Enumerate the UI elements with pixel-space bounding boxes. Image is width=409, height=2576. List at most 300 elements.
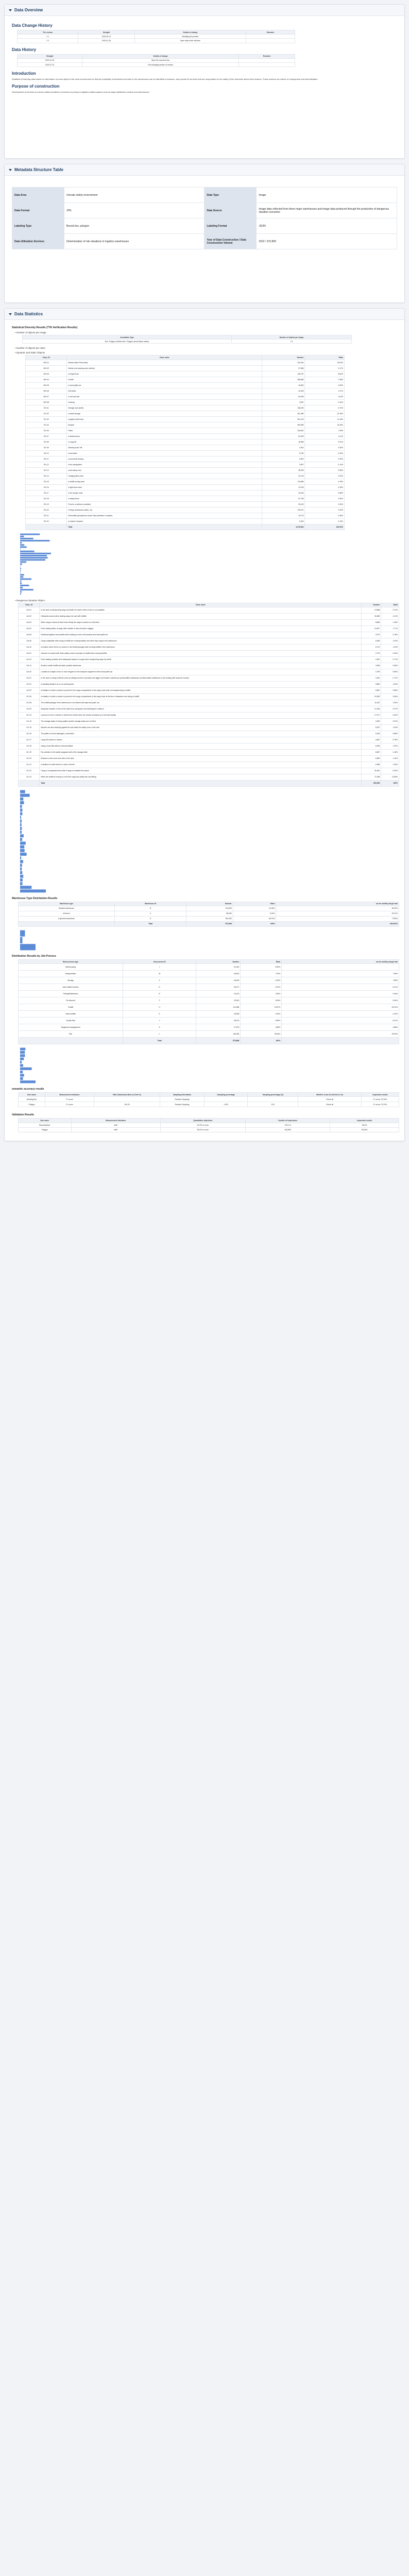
table-cell: 3,476,904 [262,524,305,530]
objects-per-image-table [22,335,352,344]
table-row [19,613,399,619]
table-row [19,1018,399,1024]
table-cell: UC-09 [19,706,40,712]
table-row [19,997,399,1004]
table-cell: 80.0% or more [160,1127,246,1132]
column-header: Job process ID [123,959,196,963]
bar [20,889,46,892]
table-cell: 0.10% [305,518,345,524]
bar [20,834,24,837]
bar [20,816,21,819]
table-cell: R [123,991,196,997]
table-cell: UA-02 [19,613,40,619]
table-cell: UC-22 [19,768,40,774]
table-cell: 12,245 [262,484,305,490]
table-row [26,360,345,365]
table-row [26,473,345,479]
column-header: Measurement indicators [45,1093,94,1097]
table-cell: a hand pallet car [67,382,262,388]
table-cell: 1.04% [305,394,345,399]
table-cell: UC-17 [19,737,40,743]
warehouse-title: Warehouse Type Distribution Results [12,896,58,900]
metadata-header[interactable] [5,164,404,176]
chevron-down-icon[interactable] [9,169,12,171]
table-cell: 5.06% [241,997,282,1004]
table-cell: Open the comment box [82,58,239,62]
table-cell: 38,399 [262,467,305,473]
column-header: Sampling Information [160,1093,204,1097]
table-cell: Adequate broaden in front of the bank door and grants and obtaining the outdoors [40,706,362,712]
table-row [26,484,345,490]
table-cell: 4.44% [282,1011,399,1018]
table-cell: 7.93% [241,971,282,977]
bar [20,819,22,822]
table-row [19,675,399,681]
table-cell: A general warehouse [19,916,115,921]
table-cell: WO-07 [26,394,67,399]
column-header: as the ancillary target rate [282,959,399,963]
table-cell: Re-condition of the safety equipped with of the storage table [40,749,362,755]
table-cell: Forklift [19,1004,123,1011]
bar [20,561,26,563]
statistics-header[interactable] [5,309,404,320]
table-row [19,706,399,712]
table-cell: F1 score [45,1097,94,1102]
table-cell: SO-08 [26,439,67,445]
table-cell: 263,893 [246,1127,330,1132]
table-row [19,644,399,650]
table-cell: SO-20 [26,507,67,513]
column-header: Details of change [82,54,239,58]
table-cell: 7.86% [282,977,399,984]
bar [20,1071,23,1073]
table-cell: J [123,1018,196,1024]
table-cell: SO-02 [26,411,67,416]
table-row [26,382,345,388]
table-row [19,1011,399,1018]
table-cell [19,921,115,926]
table-row [26,377,345,382]
table-cell: SO-17 [26,490,67,496]
bar [20,937,22,943]
table-cell: 4.11% [305,433,345,439]
table-cell: 64,095 [262,394,305,399]
bar [20,875,23,878]
warehouse-chart [19,930,60,951]
table-row [19,916,399,921]
table-row [19,1004,399,1011]
table-cell: 1.40% [381,724,399,731]
bar [20,1067,32,1070]
table-cell [19,780,40,786]
table-cell: 5,891 [362,687,381,693]
table-cell: Cargo collapsible when using a forklift are in transportation and when they cargo in the warehouse [40,638,362,644]
table-row [26,433,345,439]
table-cell: A person in front or behind it, behind the vehicle when the vehicle is backed up in the bank facility [40,712,362,718]
table-cell: Modifying its provider [134,35,246,39]
table-cell: 6,649 [262,456,305,462]
table-cell: UA-21 [19,675,40,681]
bar [20,827,22,830]
table-row [26,496,345,501]
table-row [26,490,345,496]
table-cell: Total [67,524,262,530]
table-cell: 573,908 [186,921,233,926]
bar [20,1064,23,1067]
table-row [26,439,345,445]
table-cell: 1.16% [381,755,399,761]
table-row [19,774,399,780]
table-cell: 13,868 [362,607,381,613]
table-cell: 26,485 [362,613,381,619]
bar [20,559,45,561]
column-header: Ratio [305,355,345,360]
table-cell: 7.6 [232,340,352,344]
table-cell: Double Rail [19,1018,123,1024]
table-cell: UA-12 [19,650,40,656]
bar [20,542,22,544]
table-cell: UA-04 [19,625,40,632]
table-row [19,663,399,669]
table-row [26,411,345,416]
table-cell: Re-inbound [19,997,123,1004]
table-cell: 8,799 [262,450,305,456]
table-cell: 28.32% [276,906,399,911]
table-cell: SO-14 [26,473,67,479]
table-cell: UC-01 [19,681,40,687]
table-cell: 46,949 [196,977,241,984]
table-cell: 9.24% [233,911,276,916]
table-cell: work safety zone [67,467,262,473]
table-cell: UC-20 [19,755,40,761]
table-cell: 0.66% [381,663,399,669]
table-cell: 58,849 [186,911,233,916]
table-cell: 37,568 [262,365,305,371]
table-cell: D [114,916,186,921]
metadata-row [12,203,397,218]
table-cell: F1 score: 97.92% [361,1102,399,1107]
table-cell: 15,715 [262,513,305,518]
table-cell: Check all [298,1102,361,1107]
data-overview-header[interactable] [5,5,404,16]
table-cell: UC-19 [19,749,40,755]
table-cell: 6.31% [241,984,282,991]
table-row [26,428,345,433]
table-cell: a personnel fencing [67,456,262,462]
table-cell: 31,802 [362,768,381,774]
danger-table [18,603,399,787]
bar [20,580,21,582]
table-cell: 7.095% [276,916,399,921]
table-cell: 41,505 [262,388,305,394]
semantic-title: semantic accuracy results [12,1088,44,1091]
table-row [19,638,399,644]
objects-per-class-chart [19,533,101,595]
table-cell: 11,622 [362,700,381,706]
column-header: Number of objects per image [232,335,352,340]
table-cell: A standing situation on a non-working area [40,681,362,687]
table-cell: 1.02% [381,743,399,749]
bar [20,1051,25,1054]
table-cell: 301,066 [262,411,305,416]
column-header: Number [186,902,233,906]
table-cell: 4.88% [241,1024,282,1031]
table-cell: UA-10 [19,644,40,650]
column-header: Sampling percentage [204,1093,248,1097]
metadata-value: Image data collected from three major warehouses and image data produced through the production of dangerous situation scenarios [257,203,397,218]
table-cell: 100% [381,780,399,786]
table-cell: 6.67% [282,1018,399,1024]
table-cell: SO-09 [26,445,67,450]
bar [20,552,51,554]
change-history-table [17,30,295,43]
table-cell: Logistics (Hide box) [67,416,262,422]
table-cell: mAP [71,1127,160,1132]
table-row [19,607,399,613]
bar [20,533,40,535]
table-cell: UC-21 [19,761,40,768]
table-row [26,450,345,456]
metadata-card [4,164,405,303]
column-header: Remarks [246,30,295,35]
table-cell: SO-12 [26,462,67,467]
table-cell: 100% [241,1038,282,1044]
table-row [19,971,399,977]
table-cell: 288,698 [262,377,305,382]
table-cell: First changing section of content [82,62,239,66]
table-cell [238,58,295,62]
table-cell: 1.77% [381,625,399,632]
table-cell: work ladder [67,450,262,456]
bar [20,567,21,569]
table-cell: D [123,984,196,991]
table-row [19,700,399,706]
column-header: Quantitative objectives [160,1118,246,1123]
table-cell: Push loading status of cargo after transfer in rack and piece regging [40,625,362,632]
table-cell: Push loading condition and inadequate balance of cargo when transporting cargo by forklift [40,656,362,663]
table-cell: 192,034 [262,360,305,365]
table-row [19,921,399,926]
table-cell: 3,957 [262,399,305,405]
table-cell: The storage status of heavy pallets and the storage status are not fixed [40,718,362,724]
table-cell: 21.45% [233,906,276,911]
table-row [19,768,399,774]
table-row [26,416,345,422]
table-row [19,681,399,687]
table-cell: Film [19,1031,123,1038]
table-cell: 0.88% [305,490,345,496]
table-cell: UC-24 [19,774,40,780]
metadata-row [12,234,397,249]
table-cell: Ducking [67,399,262,405]
table-cell: 138,195 [262,405,305,411]
table-cell: Located at a height of four or more leagues for the transport equipment of the hand pallet car [40,669,362,675]
table-cell: 1.48% [381,749,399,755]
table-cell: A situation in which a worker is present in the cargo compartment of the cargo truck at the time of departure and during a forklift [40,693,362,700]
table-cell: 6,980 [362,755,381,761]
table-row [19,977,399,984]
table-cell: A situation in which a worker is present in the cargo compartment of the cargo truck when reversing/moving a forklift [40,687,362,693]
table-row [19,687,399,693]
table-cell: 8.84% [305,371,345,377]
table-cell: 8,868 [362,619,381,625]
table-cell: 0.38% [305,513,345,518]
table-cell: 1.0 [18,39,78,43]
table-cell: 6,386 [362,761,381,768]
table-row [26,524,345,530]
table-row [26,394,345,399]
bar [20,574,24,575]
table-row [18,58,295,62]
table-row [26,513,345,518]
table-cell: 27,975 [196,1024,241,1031]
chevron-down-icon[interactable] [9,9,12,11]
table-cell: 5.06% [282,997,399,1004]
table-cell: 2023-05-12 [78,35,135,39]
metadata-row [12,218,397,234]
column-header: Class_ID [19,603,40,607]
table-cell: 3.26% [305,382,345,388]
table-cell: 100% [233,921,276,926]
table-cell: Worker (Man/ Personnel) [67,360,262,365]
table-cell: 8.95% [241,964,282,971]
bar [20,849,25,852]
table-cell: 0.14% [305,462,345,467]
table-cell: Bending Box [19,1097,45,1102]
table-cell: 6,095 [362,743,381,749]
table-row [19,1031,399,1038]
validation-table [18,1118,399,1132]
metadata-value: JPG [64,203,204,218]
table-row [19,906,399,911]
table-cell: 10,607 [362,625,381,632]
data-overview-title: Data Overview [14,8,43,12]
table-cell: 129,212 [262,507,305,513]
table-row [26,479,345,484]
table-cell: 0.51% [381,718,399,724]
table-cell: 31,745 [262,473,305,479]
column-header: Inspection results [361,1093,399,1097]
table-cell: Random Sampling [160,1102,204,1107]
table-cell: 8,887 [362,749,381,755]
table-row [26,388,345,394]
table-cell: Z [123,977,196,984]
bar [20,557,48,558]
table-cell: a fire escape route [67,490,262,496]
table-cell: Total [123,1038,196,1044]
table-cell: F [123,997,196,1004]
table-cell: SO-07 [26,433,67,439]
table-cell: 0.90% [305,501,345,507]
table-cell: 2023-07-10 [18,62,82,66]
table-cell: When the forklift is moving in a sit if the cargo has safety line and hitting [40,774,362,780]
table-cell: UC-10 [19,712,40,718]
table-cell: 4.88% [282,1024,399,1031]
table-cell: Random Sampling [160,1097,204,1102]
table-cell: In the case of using a hitherer such as cabling used for rooncases and rigger ion/I inside a warehouse (combustible substances and flammable substances in the working with searcher human) [40,675,362,681]
bar [20,546,27,548]
table-cell: 2.64% [282,991,399,997]
table-cell: 1.06% [381,761,399,768]
bar [20,1048,25,1050]
table-cell: 25.93% [282,1031,399,1038]
danger-bullet: • Dangerous Situation Object [15,599,397,602]
column-header: Number of inspections [246,1118,330,1123]
table-cell: I [123,964,196,971]
table-cell: 22.16% [305,411,345,416]
table-cell: UA-13 [19,656,40,663]
table-cell: 3,969 [362,663,381,669]
table-cell: When cargo is stored at fixed forest Study the cargo is loaded on a flat level [40,619,362,625]
table-cell: Entrance to the work zone with no fire lane [40,755,362,761]
table-row [19,1123,399,1127]
table-cell: Obstacles around when loading cargo into cart with forklifts [40,613,362,619]
table-cell: 3.17% [305,365,345,371]
validation-title: Validation Results [12,1113,35,1117]
table-row [19,1038,399,1044]
table-cell [246,35,295,39]
column-header: Ratio [241,959,282,963]
table-cell: a cart and cart [67,394,262,399]
table-row [19,964,399,971]
bar [20,565,21,567]
metadata-title: Metadata Structure Table [14,167,63,172]
bar [20,587,23,588]
table-row [19,650,399,656]
bar [20,1080,36,1083]
table-cell: 2.69% [241,991,282,997]
table-cell: S [123,1024,196,1031]
table-row [26,507,345,513]
table-cell: 9.02 [248,1102,298,1107]
column-header: Ratio [381,603,399,607]
table-cell: 2023-12-25 [18,58,82,62]
table-cell: 269,098 [262,422,305,428]
table-row [19,724,399,731]
bar [20,823,22,826]
table-row [19,632,399,638]
metadata-key: Labeling Type [12,218,64,234]
dynamic-static-bullet: • Dynamic and Static Objects [15,351,397,354]
bar [20,798,23,801]
data-history-table [17,54,295,67]
table-cell: a cargo lift [67,439,262,445]
bar [20,593,21,595]
chevron-down-icon[interactable] [9,313,12,315]
table-cell: Cargo lift controls or blazed [40,737,362,743]
table-cell: F1 score [45,1102,94,1107]
table-cell: UC-15 [19,724,40,731]
column-header: Rate Submission Best so (Test %) [94,1093,160,1097]
table-cell: 100.001% [276,921,399,926]
bar [20,805,22,808]
metadata-key: Data Utilization Services [12,234,64,249]
table-cell: Total [40,780,362,786]
table-cell: SO-16 [26,484,67,490]
bar [20,1054,25,1057]
table-row [26,422,345,428]
table-row [19,749,399,755]
table-cell: Bonded warehouse [19,906,115,911]
bar [20,555,47,556]
table-cell: 246,081 [262,428,305,433]
table-cell: 7.28% [305,428,345,433]
table-row [19,761,399,768]
table-cell: B [114,906,186,911]
table-cell: SO-05 [26,428,67,433]
bar [20,944,36,950]
table-cell: 5.30% [381,768,399,774]
